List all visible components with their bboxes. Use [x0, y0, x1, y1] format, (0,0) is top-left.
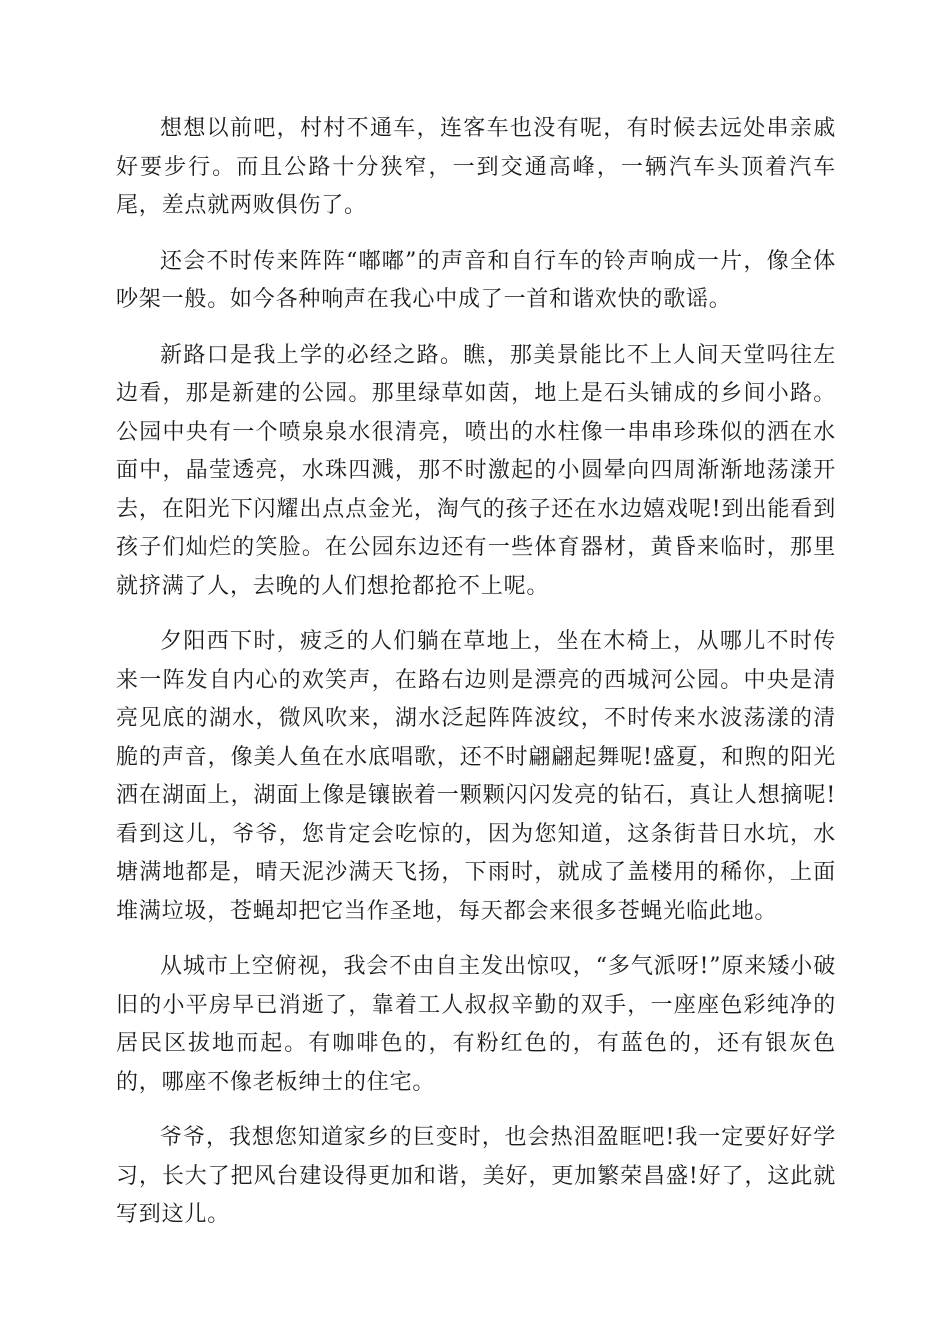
paragraph-3: 新路口是我上学的必经之路。瞧，那美景能比不上人间天堂吗往左边看，那是新建的公园。那里绿草如茵，地上是石头铺成的乡间小路。公园中央有一个喷泉泉水很清亮，喷出的水柱像一串串珍珠似的洒在水面中，晶莹透亮，水珠四溅，那不时激起的小圆晕向四周渐渐地荡漾开去，在阳光下闪耀出点点金光，淘气的孩子还在水边嬉戏呢!到出能看到孩子们灿烂的笑脸。在公园东边还有一些体育器材，黄昏来临时，那里就挤满了人，去晚的人们想抢都抢不上呢。 [116, 342, 836, 599]
paragraph-5: 从城市上空俯视，我会不由自主发出惊叹，“多气派呀!”原来矮小破旧的小平房早已消逝了，靠着工人叔叔辛勤的双手，一座座色彩纯净的居民区拔地而起。有咖啡色的，有粉红色的，有蓝色的，还有银灰色的，哪座不像老板绅士的住宅。 [116, 954, 836, 1095]
document-body [116, 110, 836, 1252]
paragraph-2: 还会不时传来阵阵“嘟嘟”的声音和自行车的铃声响成一片，像全体吵架一般。如今各种响声在我心中成了一首和谐欢快的歌谣。 [116, 248, 836, 312]
paragraph-1: 想想以前吧，村村不通车，连客车也没有呢，有时候去远处串亲戚好要步行。而且公路十分狭窄，一到交通高峰，一辆汽车头顶着汽车尾，差点就两败俱伤了。 [116, 116, 836, 218]
paragraph-4: 夕阳西下时，疲乏的人们躺在草地上，坐在木椅上，从哪儿不时传来一阵发自内心的欢笑声，在路右边则是漂亮的西城河公园。中央是清亮见底的湖水，微风吹来，湖水泛起阵阵波纹，不时传来水波荡漾的清脆的声音，像美人鱼在水底唱歌，还不时翩翩起舞呢!盛夏，和煦的阳光洒在湖面上，湖面上像是镶嵌着一颗颗闪闪发亮的钻石，真让人想摘呢!看到这儿，爷爷，您肯定会吃惊的，因为您知道，这条街昔日水坑，水塘满地都是，晴天泥沙满天飞扬，下雨时，就成了盖楼用的稀你，上面堆满垃圾，苍蝇却把它当作圣地，每天都会来很多苍蝇光临此地。 [116, 629, 836, 924]
paragraph-6: 爷爷，我想您知道家乡的巨变时，也会热泪盈眶吧!我一定要好好学习，长大了把风台建设得更加和谐，美好，更加繁荣昌盛!好了，这此就写到这儿。 [116, 1125, 836, 1227]
